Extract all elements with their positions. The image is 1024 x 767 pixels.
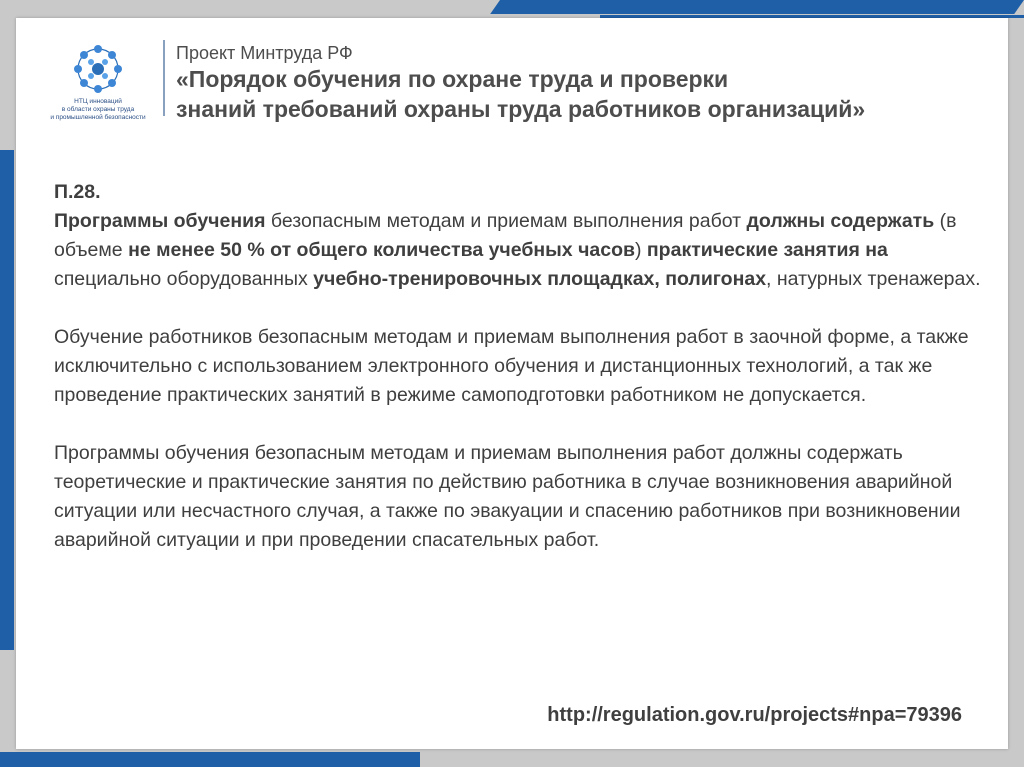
slide-subtitle: Проект Минтруда РФ: [176, 43, 353, 63]
frame-bottom-blue-band: [0, 752, 420, 767]
text-bold: должны содержать: [746, 210, 935, 232]
organization-logo: [38, 42, 158, 122]
paragraph-clause-28: [54, 178, 994, 294]
slide-body: [54, 178, 994, 584]
frame-left-blue-band: [0, 150, 14, 650]
logo-line-3: и промышленной безопасности: [50, 114, 146, 121]
text-regular: безопасным методам и приемам выполнения работ: [265, 210, 747, 232]
logo-line-2: в области охраны труда: [61, 106, 135, 113]
text-regular: специально оборудованных: [54, 268, 314, 290]
slide-header: [176, 42, 996, 124]
text-regular: , натурных тренажерах.: [766, 268, 981, 290]
text-regular: (в объеме: [54, 210, 957, 261]
clause-number: П.28.: [54, 181, 101, 203]
network-circle-icon: [71, 42, 125, 96]
text-bold: не менее 50 % от общего количества учебных часов: [128, 239, 635, 261]
paragraph-remote-learning: Обучение работников безопасным методам и приемам выполнения работ в заочной форме, а также исключительно с использованием электронного обучения и дистанционных технологий, а так же проведение практических занятий в режиме самоподготовки работником не допускается.: [54, 326, 969, 406]
slide-panel: [16, 18, 1008, 749]
logo-line-1: НТЦ инноваций: [74, 98, 122, 105]
slide-title-line-1: «Порядок обучения по охране труда и проверки: [176, 66, 729, 92]
text-regular: ): [634, 239, 647, 261]
slide-title-line-2: знаний требований охраны труда работников организаций»: [176, 96, 866, 122]
text-bold: учебно-тренировочных площадках, полигонах: [313, 268, 767, 290]
header-divider: [163, 40, 165, 116]
paragraph-emergency-training: Программы обучения безопасным методам и приемам выполнения работ должны содержать теоретические и практические занятия по действию работника в случае возникновения аварийной ситуации или несчастного случая, а также по эвакуации и спасению работников при возникновении аварийной ситуации и при проведении спасательных работ.: [54, 442, 961, 551]
frame-top-blue-band: [490, 0, 1024, 14]
text-bold: практические занятия на: [646, 239, 888, 261]
source-link[interactable]: http://regulation.gov.ru/projects#npa=79396: [547, 704, 962, 726]
text-bold: Программы обучения: [54, 210, 266, 232]
